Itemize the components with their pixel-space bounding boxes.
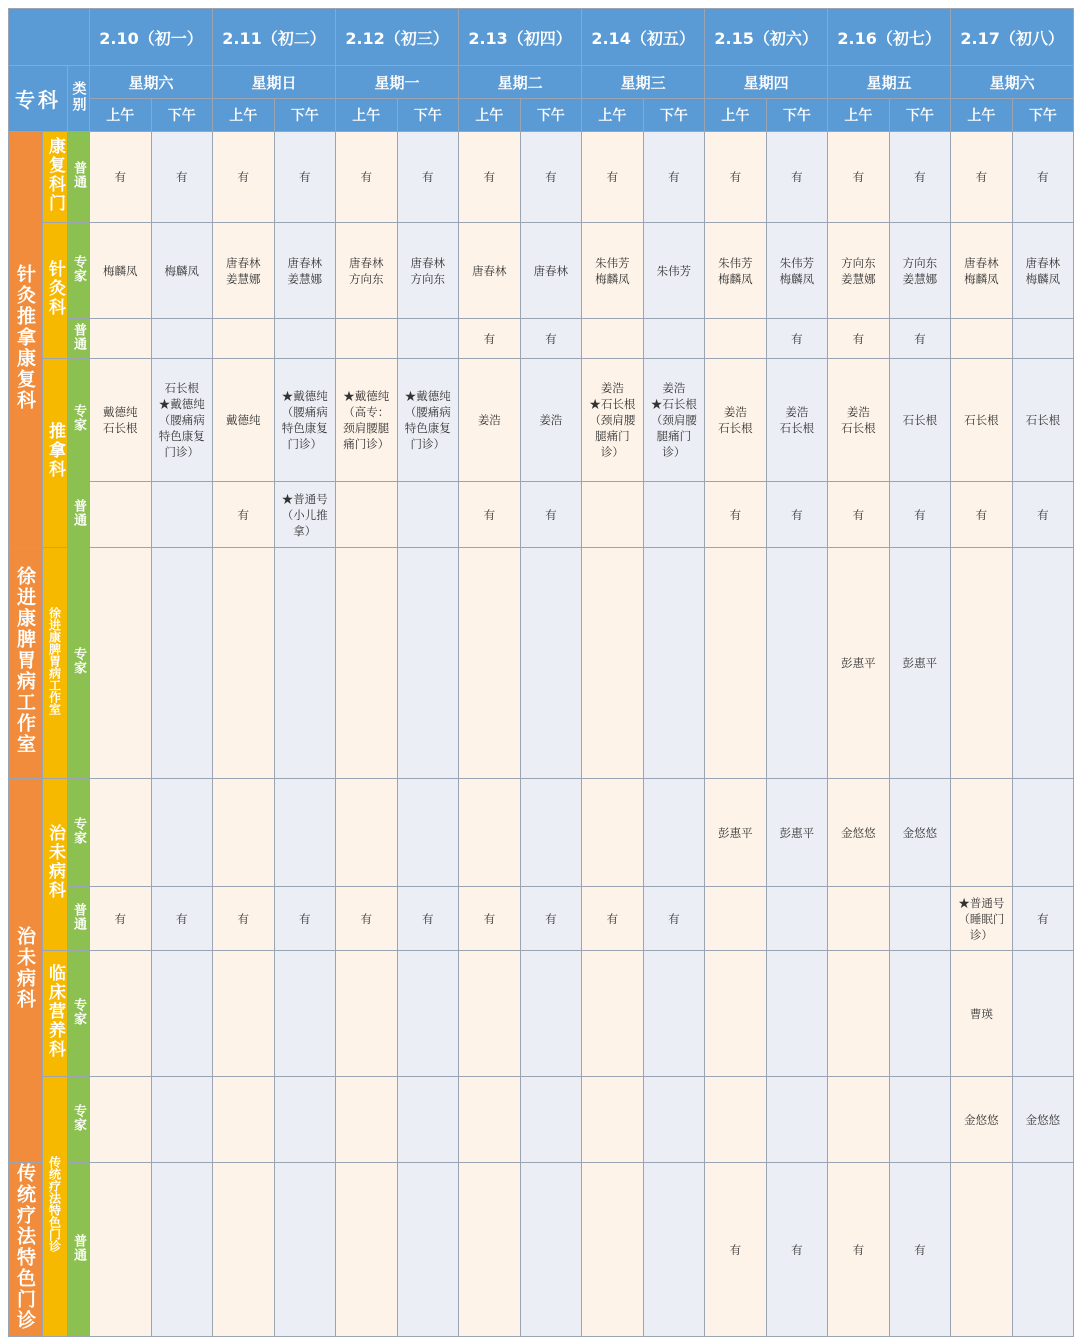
schedule-cell (766, 951, 828, 1077)
schedule-cell (520, 951, 582, 1077)
schedule-cell (705, 548, 767, 779)
schedule-cell: 有 (766, 1163, 828, 1337)
schedule-cell: ★戴德纯 （腰痛病 特色康复 门诊） (397, 359, 459, 482)
date-header: 2.15（初六） (705, 9, 828, 66)
schedule-cell: 有 (213, 132, 275, 223)
schedule-cell: 有 (520, 319, 582, 359)
schedule-cell: 有 (397, 132, 459, 223)
schedule-cell (766, 887, 828, 951)
category-label: 普通 (68, 482, 90, 548)
weekday-header-row (9, 66, 1074, 99)
schedule-cell: 石长根 (1012, 359, 1074, 482)
schedule-cell: 姜浩 ★石长根 （颈肩腰 腿痛门 诊） (582, 359, 644, 482)
date-header: 2.14（初五） (582, 9, 705, 66)
schedule-cell: 有 (336, 887, 398, 951)
schedule-cell (582, 548, 644, 779)
schedule-cell (1012, 1163, 1074, 1337)
schedule-cell (766, 1077, 828, 1163)
date-header: 2.10（初一） (90, 9, 213, 66)
subunit-label: 传统疗法特色门诊 (43, 1077, 68, 1337)
schedule-cell (274, 779, 336, 887)
department-label: 传统疗法特色门诊 (9, 1163, 43, 1337)
schedule-cell (582, 951, 644, 1077)
schedule-cell (1012, 951, 1074, 1077)
schedule-cell (705, 887, 767, 951)
category-label: 专家 (68, 1077, 90, 1163)
department-label: 治未病科 (9, 779, 43, 1163)
schedule-cell: 有 (1012, 482, 1074, 548)
category-label: 专家 (68, 779, 90, 887)
schedule-cell: 唐春林 梅麟凤 (1012, 223, 1074, 319)
schedule-row (9, 482, 1074, 548)
schedule-cell (90, 951, 152, 1077)
schedule-cell (151, 951, 213, 1077)
schedule-row (9, 951, 1074, 1077)
schedule-cell: 戴德纯 (213, 359, 275, 482)
schedule-cell: 有 (397, 887, 459, 951)
schedule-cell: 戴德纯 石长根 (90, 359, 152, 482)
schedule-cell (213, 779, 275, 887)
category-label: 普通 (68, 887, 90, 951)
schedule-cell (520, 779, 582, 887)
schedule-cell: 彭惠平 (766, 779, 828, 887)
subunit-label: 康复科门 (43, 132, 68, 223)
weekday-header: 星期日 (213, 66, 336, 99)
schedule-cell (274, 1163, 336, 1337)
schedule-cell: 有 (828, 482, 890, 548)
schedule-cell: 有 (90, 887, 152, 951)
am-header: 上午 (951, 99, 1013, 132)
schedule-cell: 金悠悠 (828, 779, 890, 887)
schedule-cell: 有 (213, 482, 275, 548)
schedule-cell (1012, 779, 1074, 887)
schedule-cell: 金悠悠 (889, 779, 951, 887)
schedule-cell (151, 319, 213, 359)
schedule-cell: ★普通号 （睡眠门 诊） (951, 887, 1013, 951)
schedule-cell: 有 (1012, 887, 1074, 951)
schedule-cell (766, 548, 828, 779)
schedule-cell (889, 887, 951, 951)
am-header: 上午 (705, 99, 767, 132)
schedule-cell (582, 1077, 644, 1163)
schedule-cell (828, 1077, 890, 1163)
pm-header: 下午 (274, 99, 336, 132)
schedule-row (9, 132, 1074, 223)
schedule-cell (520, 1163, 582, 1337)
schedule-cell (213, 1077, 275, 1163)
schedule-cell (336, 482, 398, 548)
schedule-cell: 有 (705, 132, 767, 223)
schedule-cell: 有 (459, 482, 521, 548)
schedule-cell (151, 1163, 213, 1337)
schedule-cell: 有 (520, 482, 582, 548)
schedule-cell: 彭惠平 (828, 548, 890, 779)
schedule-cell (643, 319, 705, 359)
schedule-cell (336, 951, 398, 1077)
schedule-cell (582, 1163, 644, 1337)
date-header: 2.13（初四） (459, 9, 582, 66)
pm-header: 下午 (643, 99, 705, 132)
schedule-cell (213, 951, 275, 1077)
schedule-cell: 有 (459, 319, 521, 359)
schedule-cell (213, 319, 275, 359)
schedule-cell: 朱伟芳 (643, 223, 705, 319)
schedule-cell (397, 482, 459, 548)
schedule-cell: 有 (889, 482, 951, 548)
schedule-cell: 有 (828, 1163, 890, 1337)
schedule-cell: 有 (766, 482, 828, 548)
schedule-cell (459, 1163, 521, 1337)
schedule-cell: 有 (951, 482, 1013, 548)
category-header: 类别 (68, 66, 90, 132)
schedule-row (9, 319, 1074, 359)
schedule-cell (643, 548, 705, 779)
schedule-cell: 有 (520, 132, 582, 223)
schedule-row (9, 548, 1074, 779)
schedule-cell: 有 (951, 132, 1013, 223)
weekday-header: 星期四 (705, 66, 828, 99)
schedule-cell: 姜浩 石长根 (828, 359, 890, 482)
subunit-label: 临床营养科 (43, 951, 68, 1077)
schedule-row (9, 359, 1074, 482)
schedule-cell: 方向东 姜慧娜 (828, 223, 890, 319)
schedule-cell: 有 (90, 132, 152, 223)
schedule-cell: 方向东 姜慧娜 (889, 223, 951, 319)
schedule-cell (889, 1077, 951, 1163)
schedule-cell: 朱伟芳 梅麟凤 (582, 223, 644, 319)
schedule-cell: 有 (643, 887, 705, 951)
schedule-cell (1012, 319, 1074, 359)
schedule-cell (274, 319, 336, 359)
pm-header: 下午 (889, 99, 951, 132)
category-label: 普通 (68, 319, 90, 359)
schedule-cell: 石长根 ★戴德纯 （腰痛病 特色康复 门诊） (151, 359, 213, 482)
weekday-header: 星期一 (336, 66, 459, 99)
schedule-cell (951, 779, 1013, 887)
category-label: 普通 (68, 132, 90, 223)
schedule-cell: 有 (766, 132, 828, 223)
department-label: 徐进康脾胃病工作室 (9, 548, 43, 779)
schedule-cell: 唐春林 梅麟凤 (951, 223, 1013, 319)
schedule-cell: 石长根 (951, 359, 1013, 482)
schedule-cell (582, 482, 644, 548)
schedule-cell (705, 319, 767, 359)
schedule-cell: 有 (459, 132, 521, 223)
schedule-cell (705, 1077, 767, 1163)
category-label: 专家 (68, 359, 90, 482)
schedule-cell (213, 1163, 275, 1337)
schedule-cell (459, 951, 521, 1077)
schedule-cell: 石长根 (889, 359, 951, 482)
schedule-cell: 有 (520, 887, 582, 951)
schedule-cell (274, 548, 336, 779)
schedule-cell (90, 1163, 152, 1337)
schedule-cell (397, 779, 459, 887)
schedule-cell: 曹瑛 (951, 951, 1013, 1077)
schedule-cell (889, 951, 951, 1077)
schedule-cell (397, 548, 459, 779)
schedule-cell (336, 548, 398, 779)
schedule-cell (336, 1077, 398, 1163)
schedule-cell (582, 319, 644, 359)
schedule-cell: 有 (274, 132, 336, 223)
schedule-cell: 有 (705, 482, 767, 548)
schedule-cell (643, 1077, 705, 1163)
schedule-cell (582, 779, 644, 887)
schedule-cell: 金悠悠 (1012, 1077, 1074, 1163)
schedule-cell (90, 1077, 152, 1163)
schedule-cell: 有 (582, 887, 644, 951)
schedule-cell (213, 548, 275, 779)
schedule-cell (90, 319, 152, 359)
schedule-cell: 有 (889, 1163, 951, 1337)
schedule-cell: 梅麟凤 (151, 223, 213, 319)
weekday-header: 星期三 (582, 66, 705, 99)
weekday-header: 星期六 (90, 66, 213, 99)
schedule-cell: 有 (643, 132, 705, 223)
pm-header: 下午 (766, 99, 828, 132)
schedule-cell (828, 887, 890, 951)
schedule-cell: 朱伟芳 梅麟凤 (766, 223, 828, 319)
schedule-cell (643, 951, 705, 1077)
schedule-cell: 姜浩 (520, 359, 582, 482)
category-label: 专家 (68, 548, 90, 779)
weekday-header: 星期五 (828, 66, 951, 99)
schedule-cell: 唐春林 (459, 223, 521, 319)
schedule-cell (274, 1077, 336, 1163)
subunit-label: 治未病科 (43, 779, 68, 951)
category-label: 专家 (68, 223, 90, 319)
schedule-cell (1012, 548, 1074, 779)
schedule-cell (90, 548, 152, 779)
schedule-cell (520, 1077, 582, 1163)
schedule-cell: 有 (213, 887, 275, 951)
schedule-cell (397, 319, 459, 359)
schedule-cell (336, 319, 398, 359)
am-header: 上午 (582, 99, 644, 132)
schedule-cell: 有 (889, 319, 951, 359)
schedule-row (9, 1077, 1074, 1163)
schedule-cell: 唐春林 方向东 (397, 223, 459, 319)
schedule-cell (90, 482, 152, 548)
schedule-cell (90, 779, 152, 887)
schedule-cell: ★戴德纯 （腰痛病 特色康复 门诊） (274, 359, 336, 482)
schedule-cell: 有 (889, 132, 951, 223)
am-header: 上午 (459, 99, 521, 132)
schedule-cell (274, 951, 336, 1077)
schedule-cell: 姜浩 石长根 (705, 359, 767, 482)
schedule-cell: 彭惠平 (889, 548, 951, 779)
am-header: 上午 (336, 99, 398, 132)
schedule-cell: 姜浩 石长根 (766, 359, 828, 482)
schedule-cell: 唐春林 (520, 223, 582, 319)
schedule-cell: 朱伟芳 梅麟凤 (705, 223, 767, 319)
header-corner (9, 9, 90, 66)
date-header: 2.11（初二） (213, 9, 336, 66)
schedule-cell (643, 779, 705, 887)
schedule-cell: 有 (582, 132, 644, 223)
date-header: 2.17（初八） (951, 9, 1074, 66)
schedule-cell (397, 951, 459, 1077)
schedule-cell (705, 951, 767, 1077)
schedule-row (9, 223, 1074, 319)
schedule-cell: 有 (151, 132, 213, 223)
schedule-cell (151, 779, 213, 887)
schedule-cell (520, 548, 582, 779)
schedule-cell (951, 548, 1013, 779)
schedule-cell (459, 548, 521, 779)
pm-header: 下午 (1012, 99, 1074, 132)
department-label: 针灸推拿康复科 (9, 132, 43, 548)
specialty-header: 专科 (9, 66, 68, 132)
schedule-cell: ★普通号 （小儿推 拿） (274, 482, 336, 548)
schedule-cell: 有 (828, 132, 890, 223)
schedule-cell (151, 1077, 213, 1163)
schedule-cell (643, 482, 705, 548)
schedule-row (9, 887, 1074, 951)
schedule-cell: ★戴德纯 （高专： 颈肩腰腿 痛门诊） (336, 359, 398, 482)
weekday-header: 星期六 (951, 66, 1074, 99)
schedule-cell: 有 (459, 887, 521, 951)
schedule-cell (459, 779, 521, 887)
schedule-cell (397, 1077, 459, 1163)
schedule-cell: 有 (828, 319, 890, 359)
schedule-cell: 唐春林 姜慧娜 (213, 223, 275, 319)
subunit-label: 针灸科 (43, 223, 68, 359)
schedule-cell (951, 319, 1013, 359)
category-label: 普通 (68, 1163, 90, 1337)
schedule-cell: 有 (336, 132, 398, 223)
date-header-row (9, 9, 1074, 66)
schedule-cell (828, 951, 890, 1077)
am-header: 上午 (90, 99, 152, 132)
schedule-cell (643, 1163, 705, 1337)
am-header: 上午 (828, 99, 890, 132)
pm-header: 下午 (151, 99, 213, 132)
schedule-cell: 金悠悠 (951, 1077, 1013, 1163)
pm-header: 下午 (397, 99, 459, 132)
schedule-row (9, 1163, 1074, 1337)
schedule-cell: 有 (705, 1163, 767, 1337)
schedule-cell (336, 1163, 398, 1337)
schedule-cell: 姜浩 (459, 359, 521, 482)
date-header: 2.12（初三） (336, 9, 459, 66)
schedule-cell: 有 (766, 319, 828, 359)
schedule-cell: 有 (151, 887, 213, 951)
schedule-cell: 彭惠平 (705, 779, 767, 887)
weekday-header: 星期二 (459, 66, 582, 99)
schedule-cell (336, 779, 398, 887)
schedule-cell: 有 (274, 887, 336, 951)
subunit-label: 推拿科 (43, 359, 68, 548)
schedule-cell (459, 1077, 521, 1163)
schedule-cell: 姜浩 ★石长根 （颈肩腰 腿痛门 诊） (643, 359, 705, 482)
pm-header: 下午 (520, 99, 582, 132)
schedule-cell (151, 482, 213, 548)
schedule-cell (951, 1163, 1013, 1337)
schedule-cell: 有 (1012, 132, 1074, 223)
am-pm-header-row (9, 99, 1074, 132)
schedule-cell: 唐春林 姜慧娜 (274, 223, 336, 319)
date-header: 2.16（初七） (828, 9, 951, 66)
schedule-table (8, 8, 1074, 1337)
am-header: 上午 (213, 99, 275, 132)
schedule-cell (397, 1163, 459, 1337)
schedule-row (9, 779, 1074, 887)
category-label: 专家 (68, 951, 90, 1077)
schedule-cell: 梅麟凤 (90, 223, 152, 319)
schedule-cell: 唐春林 方向东 (336, 223, 398, 319)
subunit-label: 徐进康脾胃病工作室 (43, 548, 68, 779)
schedule-cell (151, 548, 213, 779)
